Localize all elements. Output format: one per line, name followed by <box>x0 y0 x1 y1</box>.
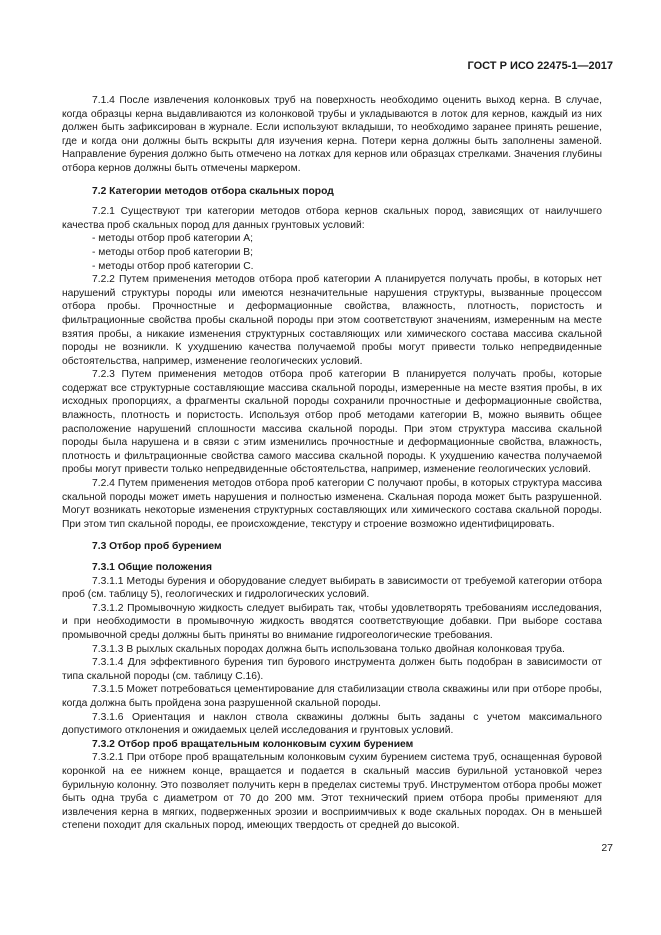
paragraph-7-1-4: 7.1.4 После извлечения колонковых труб на поверхность необходимо оценить выход керна. В случае, когда образцы керна выдавливаются из колонковой трубы и укладываются в лоток для кернов, каждый из них должен быть зафиксирован в журнале. Если используют вкладыши, то необходимо заранее принять решение, где и когда они должны быть вскрыты для изучения керна. Потери керна должны быть заполнены заменой. Направление бурения должно быть отмечено на лотках для кернов или образцах стрелками. Значения глубины отбора кернов должны быть отмечены маркером. <box>62 95 602 174</box>
paragraph-7-3-1-4: 7.3.1.4 Для эффективного бурения тип бурового инструмента должен быть подобран в зависимости от типа скальной породы (см. таблицу С.16). <box>62 657 602 682</box>
paragraph-7-3-1-3: 7.3.1.3 В рыхлых скальных породах должна быть использована только двойная колонковая труба. <box>92 643 565 655</box>
heading-7-3-2: 7.3.2 Отбор проб вращательным колонковым сухим бурением <box>92 738 414 750</box>
paragraph-7-3-1-6: 7.3.1.6 Ориентация и наклон ствола скважины должны быть заданы с учетом максимального допустимого отклонения и ожидаемых целей исследования и грунтовых условий. <box>62 711 602 737</box>
paragraph-7-3-2-1: 7.3.2.1 При отборе проб вращательным колонковым сухим бурением система труб, оснащенная буровой коронкой на ее нижнем конце, вращается и подается в скальный массив бурильной установкой через бурильную колонну. Это позволяет получить керн в пределах системы труб. Инструментом отбора пробы может быть одна труба с диаметром от 70 до 200 мм. Этот технический прием отбора пробы применяют для извлечения керна в мягких, подверженных эрозии и восприимчивых к воде скальных породах. Он в меньшей степени походит для скальных пород, имеющих твердость от средней до высокой. <box>62 752 602 832</box>
page-body <box>62 94 602 833</box>
paragraph-7-3-1-1: 7.3.1.1 Методы бурения и оборудование следует выбирать в зависимости от требуемой категории отбора проб (см. таблицу 5), геологических и гидрологических условий. <box>62 575 602 601</box>
list-item: - методы отбор проб категории В; <box>92 246 253 258</box>
paragraph-7-2-1: 7.2.1 Существуют три категории методов отбора кернов скальных пород, зависящих от наилучшего качества проб скальных пород для данных грунтовых условий: <box>62 206 602 231</box>
list-item: - методы отбор проб категории С. <box>92 260 254 272</box>
page-number: 27 <box>601 842 613 854</box>
heading-7-3-1: 7.3.1 Общие положения <box>92 562 212 573</box>
paragraph-7-3-1-5: 7.3.1.5 Может потребоваться цементирование для стабилизации ствола скважины или при отборе пробы, когда должна быть пройдена зона разрушенной скальной породы. <box>62 684 602 709</box>
paragraph-7-2-4: 7.2.4 Путем применения методов отбора проб категории С получают пробы, в которых структура массива скальной породы может иметь нарушения и полностью изменена. Скальная порода может быть разрушенной. Могут возникать некоторые изменения структурных составляющих или химического состава скальной породы. При этом тип скальной породы, ее происхождение, текстуру и строение возможно идентифицировать. <box>62 478 602 530</box>
paragraph-7-2-2: 7.2.2 Путем применения методов отбора проб категории А планируется получать пробы, в которых нет нарушений структуры породы или имеются незначительные нарушения структуры, вызванные процессом отбора пробы. Прочностные и деформационные свойства, влажность, плотность, пористость и фильтрационные свойства пробы скальной породы при этом соответствуют значениям, измеренным на месте взятия пробы, а никакие изменения структурных составляющих или химического состава массива скальной породы не возникли. К ухудшению качества получаемой пробы могут привести только непредвиденные обстоятельства, например, изменение геологических условий. <box>62 274 602 367</box>
paragraph-7-3-1-2: 7.3.1.2 Промывочную жидкость следует выбирать так, чтобы удовлетворять требованиям исследования, и при необходимости в промывочную жидкость вводятся соответствующие добавки. При выборе состава промывочной среды должны быть приняты во внимание гидрогеологические требования. <box>62 602 602 641</box>
document-number: ГОСТ Р ИСО 22475-1—2017 <box>467 60 613 72</box>
heading-7-3: 7.3 Отбор проб бурением <box>92 541 222 553</box>
paragraph-7-2-3: 7.2.3 Путем применения методов отбора проб категории В планируется получать пробы, которые содержат все структурные составляющие массива скальной породы, измеренные на месте взятия пробы, в их исходных пропорциях, а фрагменты скальной породы сохранили прочностные и деформационные свойства, влажность, плотность и пористость. Используя отбор проб методами категории В, можно выявить общее расположение нарушений сплошности массива скальной породы. При этом структура массива скальной породы была нарушена и в связи с этим изменились прочностные и деформационные свойства, влажность, плотность и фильтрационные свойства самого массива скальной породы. К ухудшению качества получаемой пробы могут привести только непредвиденные обстоятельства, например, изменение геологических условий. <box>62 369 602 476</box>
heading-7-2: 7.2 Категории методов отбора скальных пород <box>92 185 334 197</box>
list-item: - методы отбор проб категории А; <box>92 233 253 245</box>
